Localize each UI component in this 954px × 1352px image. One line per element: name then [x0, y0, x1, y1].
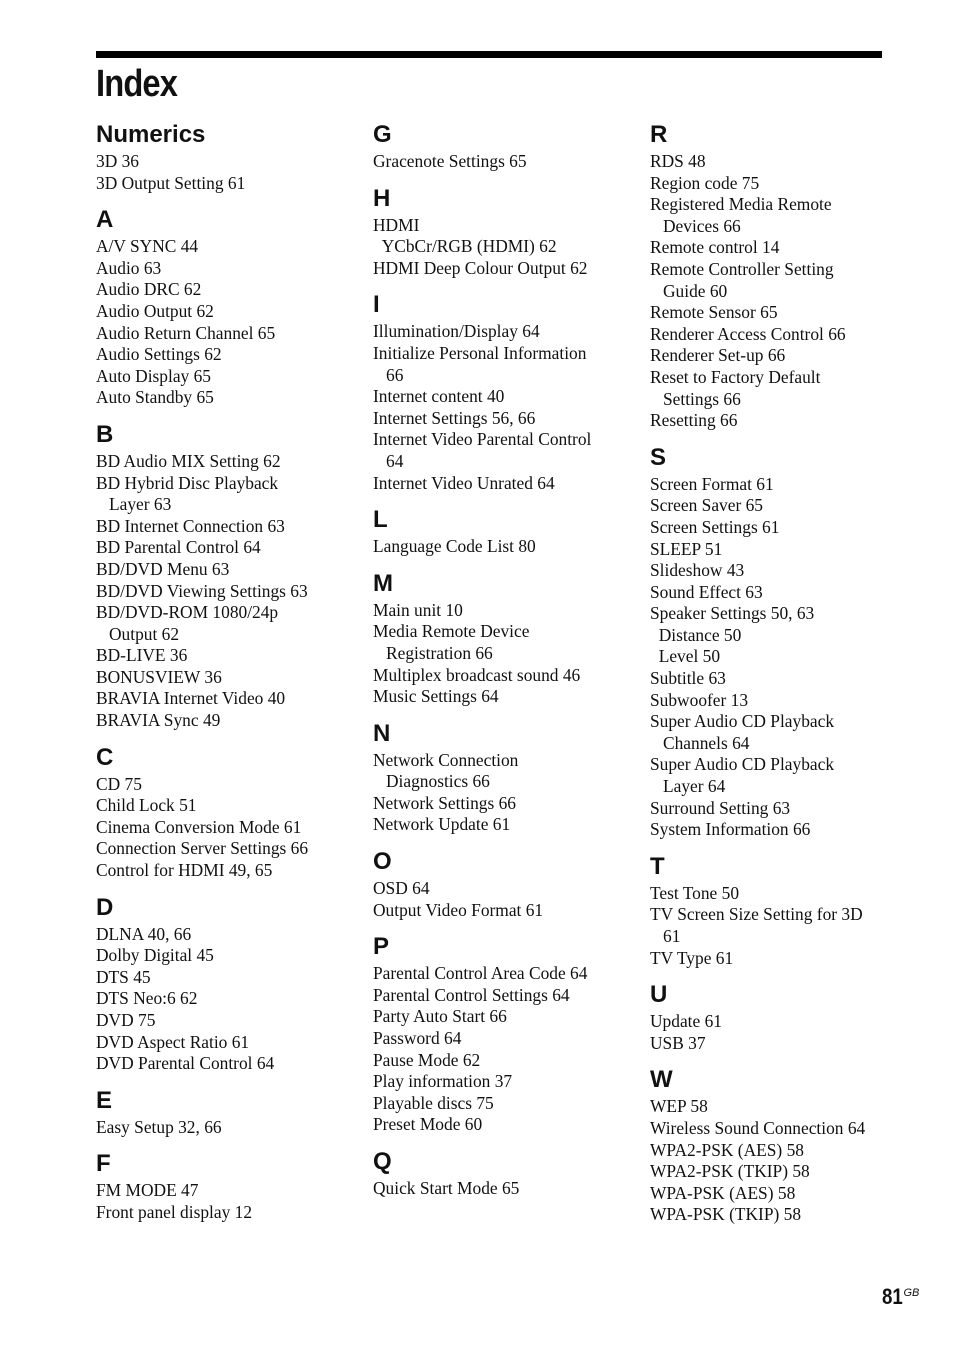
index-entry: Music Settings 64	[373, 686, 499, 707]
index-entry: Audio Settings 62	[96, 344, 222, 365]
index-entry: Dolby Digital 45	[96, 945, 214, 966]
index-entry: Play information 37	[373, 1071, 513, 1092]
index-entry: BD/DVD Menu 63	[96, 558, 230, 579]
index-entry: BRAVIA Internet Video 40	[96, 688, 286, 709]
index-entry: Media Remote Device Registration 66	[373, 621, 530, 663]
index-entry: Parental Control Settings 64	[373, 984, 570, 1005]
index-entry: Wireless Sound Connection 64	[650, 1117, 866, 1138]
section-heading: L	[373, 506, 388, 534]
index-entry: Reset to Factory Default Settings 66	[650, 366, 821, 409]
index-entry: CD 75	[96, 773, 142, 794]
title-rule	[96, 51, 882, 58]
index-entry: Main unit 10	[373, 599, 463, 620]
index-entries	[373, 536, 623, 558]
index-entry: Screen Saver 65	[650, 495, 763, 516]
index-entry: System Information 66	[650, 819, 811, 840]
index-entry: DTS Neo:6 62	[96, 988, 198, 1009]
index-entries	[650, 474, 900, 841]
index-section	[373, 120, 623, 173]
index-entries	[373, 600, 623, 708]
index-section	[373, 847, 623, 921]
index-entry: Pause Mode 62	[373, 1049, 481, 1070]
index-entry: Super Audio CD Playback Channels 64	[650, 711, 835, 753]
index-entry: A/V SYNC 44	[96, 236, 199, 257]
index-section	[373, 290, 623, 494]
section-heading: H	[373, 184, 391, 212]
index-section	[650, 980, 900, 1054]
section-heading: I	[373, 291, 380, 319]
index-entry: TV Screen Size Setting for 3D 61	[650, 904, 863, 946]
index-entry: Screen Settings 61	[650, 516, 780, 537]
section-heading: G	[373, 121, 392, 148]
index-entry: Renderer Access Control 66	[650, 323, 846, 344]
section-heading: Numerics	[96, 121, 206, 148]
index-entries	[373, 215, 623, 280]
index-entry: Initialize Personal Information 66	[373, 342, 587, 385]
index-entry: Quick Start Mode 65	[373, 1178, 520, 1198]
index-entries	[96, 774, 346, 882]
index-entry: BD Parental Control 64	[96, 537, 261, 558]
index-entries	[96, 1180, 346, 1223]
index-entry: Level 50	[650, 646, 721, 667]
section-heading: U	[650, 981, 668, 1009]
index-entry: Gracenote Settings 65	[373, 151, 527, 171]
index-entry: USB 37	[650, 1032, 706, 1053]
index-entry: Region code 75	[650, 172, 760, 193]
section-heading: A	[96, 206, 114, 234]
index-entries	[373, 878, 623, 921]
index-entry: SLEEP 51	[650, 538, 723, 559]
index-entry: Easy Setup 32, 66	[96, 1116, 222, 1137]
index-entry: Surround Setting 63	[650, 797, 791, 818]
index-entry: DVD Parental Control 64	[96, 1053, 275, 1074]
index-entry: WPA2-PSK (TKIP) 58	[650, 1161, 810, 1182]
section-heading: Q	[373, 1148, 392, 1175]
index-entry: 3D 36	[96, 151, 139, 171]
index-column-1	[96, 120, 346, 1235]
page-title: Index	[96, 63, 178, 105]
index-entry: Language Code List 80	[373, 536, 536, 557]
index-entry: Audio Output 62	[96, 300, 214, 321]
index-entry: Output Video Format 61	[373, 899, 544, 920]
section-heading: O	[373, 848, 392, 876]
index-entry: Internet Video Parental Control 64	[373, 429, 592, 471]
index-entry: WPA2-PSK (AES) 58	[650, 1139, 804, 1160]
index-entries	[373, 321, 623, 494]
index-section	[96, 1086, 346, 1139]
page-number-value: 81	[882, 1284, 903, 1309]
index-entry: Slideshow 43	[650, 560, 745, 581]
index-entries	[650, 151, 900, 432]
index-entry: BD/DVD-ROM 1080/24p Output 62	[96, 602, 279, 644]
index-entry: BD Internet Connection 63	[96, 515, 285, 536]
index-entry: WPA-PSK (TKIP) 58	[650, 1204, 802, 1225]
index-entry: Subtitle 63	[650, 668, 726, 689]
index-entry: DVD Aspect Ratio 61	[96, 1031, 250, 1052]
index-entry: Audio Return Channel 65	[96, 322, 276, 343]
section-heading: M	[373, 569, 393, 597]
index-section	[373, 505, 623, 558]
index-entry: BD Hybrid Disc Playback Layer 63	[96, 472, 279, 515]
index-entry: Speaker Settings 50, 63	[650, 603, 815, 624]
index-entry: Connection Server Settings 66	[96, 838, 309, 859]
index-entries	[650, 1011, 900, 1054]
index-entry: BD Audio MIX Setting 62	[96, 450, 281, 471]
section-heading: F	[96, 1150, 111, 1178]
index-entry: DLNA 40, 66	[96, 923, 192, 944]
page-number	[882, 1284, 919, 1310]
index-entry: Network Settings 66	[373, 792, 516, 813]
index-entry: Subwoofer 13	[650, 689, 749, 710]
index-section	[96, 420, 346, 732]
section-heading: B	[96, 420, 114, 448]
index-section	[373, 1147, 623, 1200]
index-entries	[96, 924, 346, 1075]
index-entry: Network Update 61	[373, 814, 511, 835]
index-entries	[96, 236, 346, 409]
index-entry: Super Audio CD Playback Layer 64	[650, 754, 835, 797]
index-entry: HDMI	[373, 214, 420, 235]
index-entry: Internet Video Unrated 64	[373, 472, 555, 493]
index-entry: Multiplex broadcast sound 46	[373, 664, 581, 685]
index-entry: FM MODE 47	[96, 1180, 199, 1201]
index-entry: BD/DVD Viewing Settings 63	[96, 580, 308, 601]
index-entry: Front panel display 12	[96, 1201, 253, 1222]
index-entry: Internet Settings 56, 66	[373, 407, 536, 428]
section-heading: W	[650, 1066, 673, 1094]
index-entry: Audio DRC 62	[96, 279, 202, 300]
index-entry: Child Lock 51	[96, 795, 197, 816]
index-entry: Auto Standby 65	[96, 387, 214, 408]
index-entry: Password 64	[373, 1028, 462, 1049]
index-entry: Resetting 66	[650, 410, 738, 431]
index-entry: BONUSVIEW 36	[96, 666, 222, 687]
index-entry: WPA-PSK (AES) 58	[650, 1182, 796, 1203]
index-entry: Test Tone 50	[650, 882, 740, 903]
index-entry: BD-LIVE 36	[96, 645, 188, 666]
index-entries	[96, 151, 346, 194]
section-heading: N	[373, 719, 391, 747]
index-entry: Preset Mode 60	[373, 1114, 483, 1135]
index-entries	[650, 883, 900, 969]
index-section	[650, 443, 900, 841]
index-entries	[373, 750, 623, 836]
index-entry: Internet content 40	[373, 386, 505, 407]
index-entry: 3D Output Setting 61	[96, 172, 246, 193]
index-entry: DTS 45	[96, 966, 151, 987]
index-entry: Illumination/Display 64	[373, 321, 540, 342]
index-entries	[96, 451, 346, 732]
index-entries	[96, 1117, 346, 1139]
section-heading: E	[96, 1086, 113, 1114]
index-entry: Network Connection Diagnostics 66	[373, 749, 519, 792]
index-entries	[373, 151, 623, 173]
index-entry: Audio 63	[96, 257, 162, 278]
index-entry: Registered Media Remote Devices 66	[650, 194, 832, 236]
index-section	[96, 743, 346, 882]
index-entry: Update 61	[650, 1011, 722, 1032]
index-entry: Cinema Conversion Mode 61	[96, 816, 302, 837]
index-section	[650, 120, 900, 432]
index-section	[373, 569, 623, 708]
index-entry: Remote control 14	[650, 237, 780, 258]
index-entry: Party Auto Start 66	[373, 1006, 507, 1027]
index-entry: Distance 50	[650, 624, 742, 645]
index-section	[96, 120, 346, 194]
index-entry: Playable discs 75	[373, 1092, 494, 1113]
index-entry: Remote Controller Setting Guide 60	[650, 258, 834, 301]
section-heading: T	[650, 852, 665, 880]
index-entry: DVD 75	[96, 1010, 156, 1030]
index-section	[373, 719, 623, 836]
index-section	[373, 184, 623, 280]
section-heading: R	[650, 121, 668, 148]
index-entry: Parental Control Area Code 64	[373, 963, 588, 984]
section-heading: C	[96, 743, 114, 771]
index-entry: Sound Effect 63	[650, 581, 763, 602]
index-entry: WEP 58	[650, 1096, 708, 1117]
index-column-2	[373, 120, 623, 1211]
index-entry: Control for HDMI 49, 65	[96, 860, 273, 881]
section-heading: P	[373, 933, 390, 961]
index-section	[96, 1149, 346, 1223]
index-entry: Auto Display 65	[96, 365, 211, 386]
index-entries	[650, 1096, 900, 1226]
index-entry: Renderer Set-up 66	[650, 345, 786, 366]
index-entry: BRAVIA Sync 49	[96, 710, 221, 731]
section-heading: D	[96, 893, 114, 921]
index-column-3	[650, 120, 900, 1237]
index-section	[96, 893, 346, 1075]
index-entry: HDMI Deep Colour Output 62	[373, 257, 588, 278]
index-entries	[373, 1178, 623, 1200]
index-entry: Screen Format 61	[650, 473, 774, 494]
index-entries	[373, 963, 623, 1136]
index-section	[650, 852, 900, 969]
page-number-suffix: GB	[903, 1287, 920, 1299]
index-section	[96, 205, 346, 409]
index-section	[650, 1065, 900, 1226]
index-section	[373, 932, 623, 1136]
index-entry: RDS 48	[650, 151, 706, 171]
section-heading: S	[650, 443, 667, 471]
index-entry: YCbCr/RGB (HDMI) 62	[373, 236, 557, 257]
index-entry: OSD 64	[373, 878, 430, 899]
index-entry: Remote Sensor 65	[650, 302, 778, 323]
index-entry: TV Type 61	[650, 947, 734, 968]
